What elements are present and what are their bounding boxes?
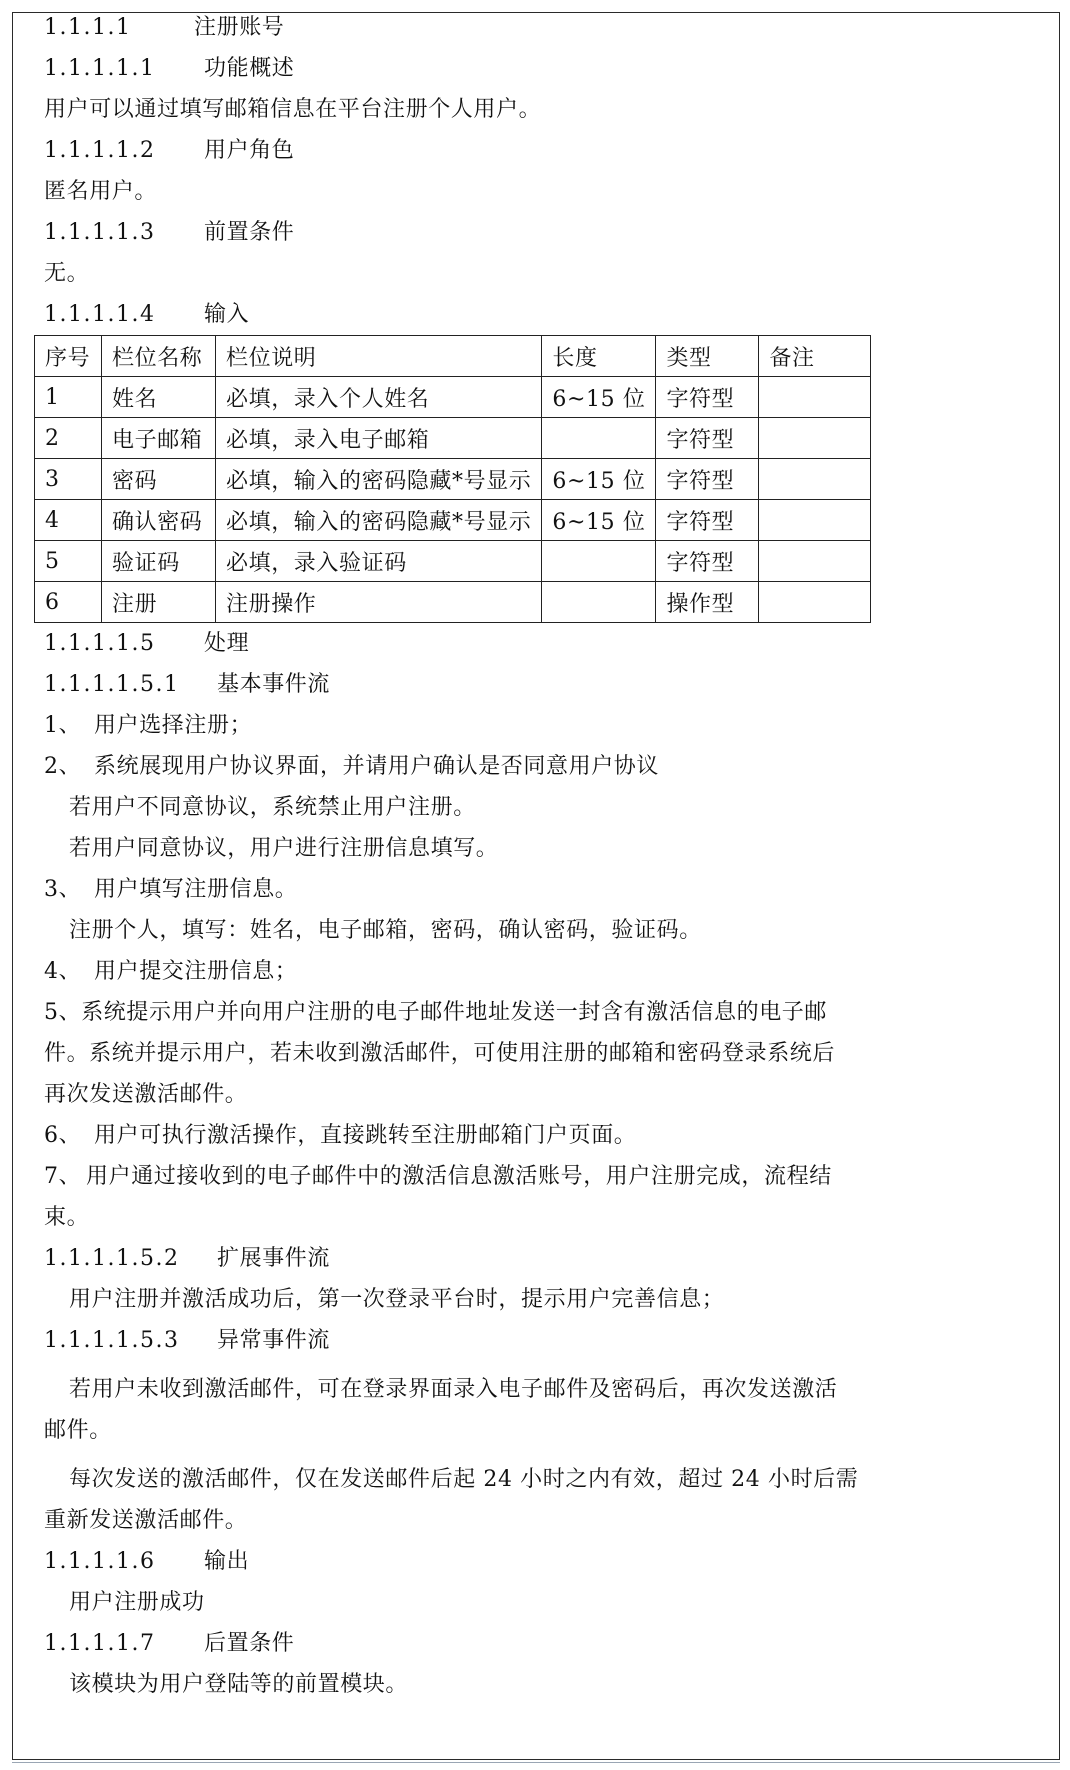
- table-cell: 注册操作: [216, 582, 542, 623]
- heading-title: 扩展事件流: [217, 1246, 331, 1271]
- list-item-line: 束。: [44, 1205, 90, 1230]
- postcondition-heading: [44, 1623, 1004, 1664]
- list-subtext: 若用户同意协议，用户进行注册信息填写。: [69, 836, 499, 861]
- basic-flow-heading: [44, 664, 1004, 705]
- table-cell: 字符型: [656, 459, 759, 500]
- table-row: [35, 418, 871, 459]
- list-item: [44, 746, 1004, 787]
- table-row: [35, 459, 871, 500]
- role-text: 匿名用户。: [44, 179, 158, 204]
- list-number: 3、: [44, 877, 82, 902]
- heading-number: 1.1.1.1.6: [44, 1549, 156, 1574]
- table-cell: [759, 377, 871, 418]
- input-heading: [44, 294, 1004, 335]
- list-text: 用户选择注册；: [94, 713, 253, 738]
- table-cell: 1: [35, 377, 102, 418]
- heading-number: 1.1.1.1.5.1: [44, 672, 180, 697]
- heading-title: 用户角色: [204, 138, 295, 163]
- table-cell: [759, 500, 871, 541]
- list-text: 用户可执行激活操作，直接跳转至注册邮箱门户页面。: [94, 1123, 637, 1148]
- table-header-row: [35, 336, 871, 377]
- table-cell: [542, 541, 656, 582]
- table-cell: 电子邮箱: [102, 418, 216, 459]
- table-cell: 3: [35, 459, 102, 500]
- list-number: 2、: [44, 754, 82, 779]
- table-cell: 确认密码: [102, 500, 216, 541]
- precondition-text: 无。: [44, 261, 90, 286]
- table-cell: 6: [35, 582, 102, 623]
- heading-number: 1.1.1.1.5: [44, 631, 156, 656]
- heading-title: 输入: [204, 302, 250, 327]
- precondition-heading: [44, 212, 1004, 253]
- heading-title: 输出: [204, 1549, 250, 1574]
- output-heading: [44, 1541, 1004, 1582]
- table-cell: 6~15 位: [542, 500, 656, 541]
- heading-title: 处理: [204, 631, 250, 656]
- heading-number: 1.1.1.1.5.2: [44, 1246, 180, 1271]
- section-heading: [44, 7, 1004, 48]
- extended-flow-heading: [44, 1238, 1004, 1279]
- column-header: 栏位说明: [216, 336, 542, 377]
- table-cell: 姓名: [102, 377, 216, 418]
- overview-text: 用户可以通过填写邮箱信息在平台注册个人用户。: [44, 97, 542, 122]
- column-header: 序号: [35, 336, 102, 377]
- list-text: 用户通过接收到的电子邮件中的激活信息激活账号，用户注册完成，流程结: [86, 1164, 832, 1189]
- exception-text-line: 每次发送的激活邮件，仅在发送邮件后起 24 小时之内有效，超过 24 小时后需: [69, 1467, 859, 1492]
- table-cell: 6~15 位: [542, 377, 656, 418]
- role-heading: [44, 130, 1004, 171]
- table-cell: 字符型: [656, 500, 759, 541]
- spacer: [44, 1361, 1004, 1369]
- heading-title: 前置条件: [204, 220, 295, 245]
- list-number: 1、: [44, 713, 82, 738]
- list-item: [44, 1115, 1004, 1156]
- table-row: [35, 377, 871, 418]
- list-item-line: 再次发送激活邮件。: [44, 1082, 248, 1107]
- list-item: [44, 951, 1004, 992]
- table-cell: [759, 418, 871, 459]
- column-header: 类型: [656, 336, 759, 377]
- table-cell: 5: [35, 541, 102, 582]
- table-cell: 密码: [102, 459, 216, 500]
- heading-number: 1.1.1.1.4: [44, 302, 156, 327]
- list-number: 7、: [44, 1164, 82, 1189]
- exception-text-line: 邮件。: [44, 1418, 112, 1443]
- spacer: [44, 1451, 1004, 1459]
- list-item-line: 件。系统并提示用户，若未收到激活邮件，可使用注册的邮箱和密码登录系统后: [44, 1041, 836, 1066]
- table-cell: [759, 541, 871, 582]
- page-bottom-rule: [12, 1762, 1060, 1763]
- table-cell: 注册: [102, 582, 216, 623]
- heading-title: 功能概述: [204, 56, 295, 81]
- list-number: 4、: [44, 959, 82, 984]
- section-title: 注册账号: [194, 15, 285, 40]
- table-cell: 操作型: [656, 582, 759, 623]
- table-cell: 必填，输入的密码隐藏*号显示: [216, 500, 542, 541]
- section-number: 1.1.1.1: [44, 15, 132, 40]
- document-body: [44, 7, 1004, 1705]
- list-number: 6、: [44, 1123, 82, 1148]
- heading-number: 1.1.1.1.3: [44, 220, 156, 245]
- table-cell: 4: [35, 500, 102, 541]
- list-item: [44, 869, 1004, 910]
- table-cell: 2: [35, 418, 102, 459]
- output-text: 用户注册成功: [69, 1590, 205, 1615]
- table-cell: [759, 582, 871, 623]
- table-cell: 必填，录入个人姓名: [216, 377, 542, 418]
- list-subtext: 若用户不同意协议，系统禁止用户注册。: [69, 795, 476, 820]
- list-subtext: 注册个人，填写：姓名，电子邮箱，密码，确认密码，验证码。: [69, 918, 702, 943]
- list-item-line: 5、系统提示用户并向用户注册的电子邮件地址发送一封含有激活信息的电子邮: [44, 1000, 827, 1025]
- table-cell: [542, 582, 656, 623]
- list-text: 用户提交注册信息；: [94, 959, 298, 984]
- table-cell: [759, 459, 871, 500]
- overview-heading: [44, 48, 1004, 89]
- list-item: [44, 1156, 1004, 1197]
- exception-text-line: 若用户未收到激活邮件，可在登录界面录入电子邮件及密码后，再次发送激活: [69, 1377, 838, 1402]
- heading-title: 异常事件流: [217, 1328, 331, 1353]
- heading-title: 后置条件: [204, 1631, 295, 1656]
- heading-number: 1.1.1.1.2: [44, 138, 156, 163]
- column-header: 栏位名称: [102, 336, 216, 377]
- extended-flow-text: 用户注册并激活成功后，第一次登录平台时，提示用户完善信息；: [69, 1287, 725, 1312]
- heading-number: 1.1.1.1.7: [44, 1631, 156, 1656]
- table-cell: 必填，输入的密码隐藏*号显示: [216, 459, 542, 500]
- table-cell: 验证码: [102, 541, 216, 582]
- table-cell: 必填，录入验证码: [216, 541, 542, 582]
- table-row: [35, 541, 871, 582]
- table-row: [35, 500, 871, 541]
- table-cell: 必填，录入电子邮箱: [216, 418, 542, 459]
- list-text: 系统展现用户协议界面，并请用户确认是否同意用户协议: [94, 754, 660, 779]
- heading-number: 1.1.1.1.1: [44, 56, 156, 81]
- table-cell: [542, 418, 656, 459]
- table-cell: 6~15 位: [542, 459, 656, 500]
- table-row: [35, 582, 871, 623]
- column-header: 长度: [542, 336, 656, 377]
- table-cell: 字符型: [656, 418, 759, 459]
- column-header: 备注: [759, 336, 871, 377]
- heading-number: 1.1.1.1.5.3: [44, 1328, 180, 1353]
- list-item: [44, 705, 1004, 746]
- exception-text-line: 重新发送激活邮件。: [44, 1508, 248, 1533]
- input-fields-table: [34, 335, 871, 623]
- list-text: 用户填写注册信息。: [94, 877, 298, 902]
- table-cell: 字符型: [656, 541, 759, 582]
- heading-title: 基本事件流: [217, 672, 331, 697]
- postcondition-text: 该模块为用户登陆等的前置模块。: [69, 1672, 409, 1697]
- exception-flow-heading: [44, 1320, 1004, 1361]
- table-cell: 字符型: [656, 377, 759, 418]
- process-heading: [44, 623, 1004, 664]
